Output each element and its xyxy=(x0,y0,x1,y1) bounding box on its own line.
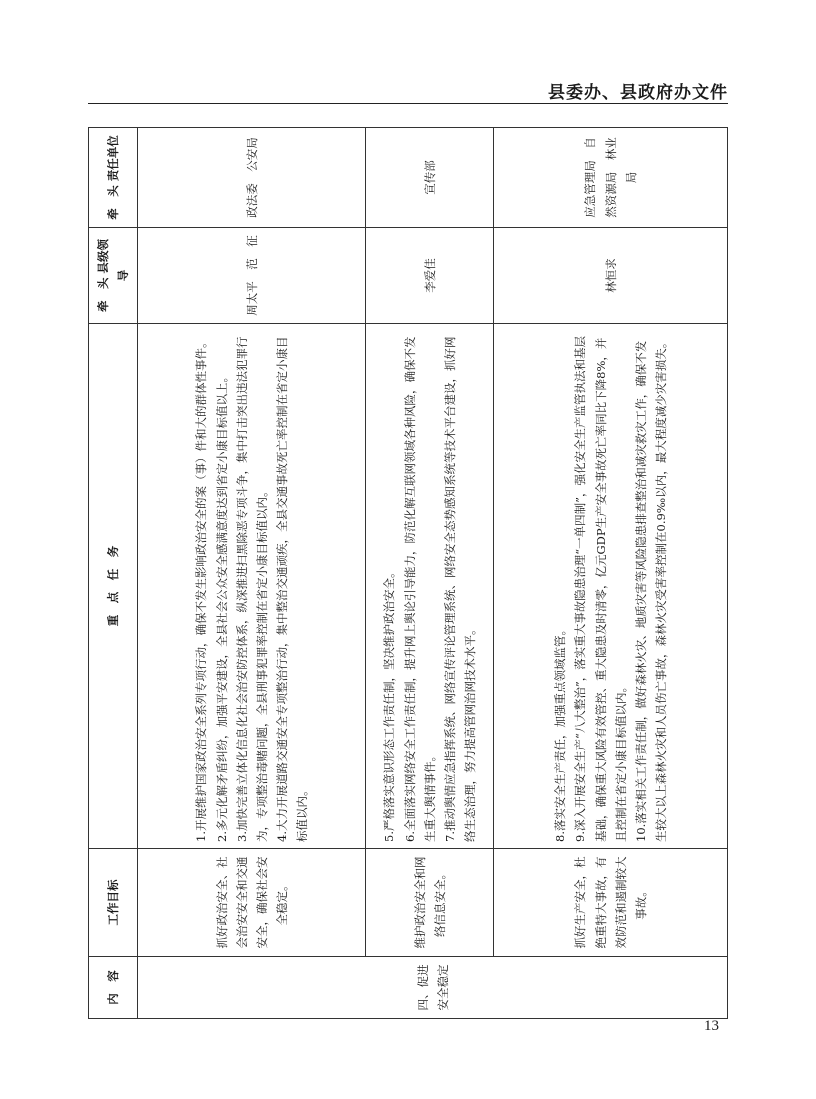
col-header-goal: 工作目标 xyxy=(89,849,138,957)
row-tasks xyxy=(366,324,494,849)
table-header-row xyxy=(89,128,138,1019)
task-item: 3.加快完善立体化信息化社会治安防控体系，纵深推进扫黑除恶专项斗争，集中打击突出违法犯罪行为，专项整治毒赌问题，全县刑事犯罪率控制在省定小康目标值以内。 xyxy=(234,336,269,842)
row-leader: 李爱佳 xyxy=(366,228,494,324)
row-unit: 应急管理局 自然资源局 林业局 xyxy=(494,128,728,228)
row-unit: 宣传部 xyxy=(366,128,494,228)
task-item: 10.落实相关工作责任制，做好森林火灾、地质灾害等风险隐患排查整治和减灾救灾工作，确保不发生较大以上森林火灾和人员伤亡事故，森林火灾受害率控制在0.9‰以内，最大程度减少灾害损失。 xyxy=(633,336,668,842)
document-header-title: 县委办、县政府办文件 xyxy=(548,83,728,103)
row-tasks xyxy=(494,324,728,849)
table-row xyxy=(138,128,366,1019)
row-tasks xyxy=(138,324,366,849)
task-table-container xyxy=(88,128,728,1019)
task-item: 6.全面落实网络安全工作责任制，提升网上舆论引导能力，防范化解互联网领域各种风险，确保不发生重大舆情事件。 xyxy=(402,336,437,842)
task-item: 2.多元化解矛盾纠纷，加强平安建设，全县社会公众安全感满意度达到省定小康目标值以上。 xyxy=(214,371,229,842)
col-header-unit: 牵 头 责任单位 xyxy=(89,128,138,228)
section-label: 四、促进安全稳定 xyxy=(138,957,728,1019)
row-leader: 周太平 范 征 xyxy=(138,228,366,324)
task-item: 8.落实安全生产责任，加强重点领域监管。 xyxy=(553,624,568,842)
col-header-content: 内 容 xyxy=(89,957,138,1019)
row-leader: 林恒求 xyxy=(494,228,728,324)
table-row xyxy=(366,128,494,1019)
page-number: 13 xyxy=(704,1018,719,1034)
table-row xyxy=(494,128,728,1019)
col-header-tasks: 重 点 任 务 xyxy=(89,324,138,849)
row-unit: 政法委 公安局 xyxy=(138,128,366,228)
task-item: 7.推动舆情应急指挥系统、网络宣传评论管理系统、网络安全态势感知系统等技术平台建设，抓好网络生态治理，努力提高管网治网技术水平。 xyxy=(442,336,477,842)
task-item: 5.严格落实意识形态工作责任制，坚决维护政治安全。 xyxy=(382,566,397,842)
task-table xyxy=(88,127,728,1019)
row-goal: 维护政治安全和网络信息安全。 xyxy=(366,849,494,957)
row-goal: 抓好生产安全，杜绝重特大事故，有效防范和遏制较大事故。 xyxy=(494,849,728,957)
task-item: 1.开展维护国家政治安全系列专项行动，确保不发生影响政治安全的案（事）件和大的群体性事件。 xyxy=(194,336,209,842)
row-goal: 抓好政治安全、社会治安安全和交通安全，确保社会安全稳定。 xyxy=(138,849,366,957)
col-header-leader: 牵 头 县级领导 xyxy=(89,228,138,324)
task-item: 4.大力开展道路交通安全专项整治行动，集中整治交通顽疾，全县交通事故死亡率控制在省定小康目标值以内。 xyxy=(274,336,309,842)
task-item: 9.深入开展安全生产“八大整治”，落实重大事故隐患治理“一单四制”，强化安全生产监管执法和基层基础，确保重大风险有效管控、重大隐患及时清零，亿元GDP生产安全事故死亡率同比下降8%，并且控制在省定小康目标值以内。 xyxy=(573,336,628,842)
header-rule xyxy=(88,103,728,104)
task-table-rotated xyxy=(88,128,728,1019)
